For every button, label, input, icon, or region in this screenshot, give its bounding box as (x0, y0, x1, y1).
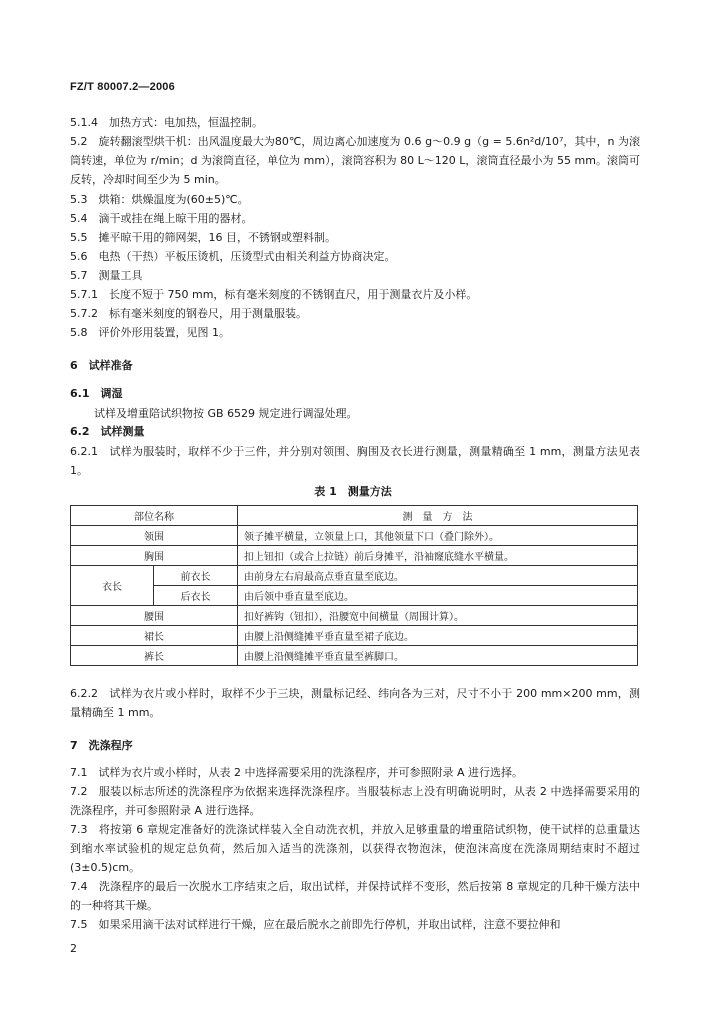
table-cell-subpart: 前衣长 (154, 566, 238, 586)
clause-6-1-text: 试样及增重陪试织物按 GB 6529 规定进行调湿处理。 (94, 407, 358, 420)
table-header-method: 测 量 方 法 (238, 506, 638, 526)
clause-5-2: 5.2 旋转翻滚型烘干机：出风温度最大为80℃，周边离心加速度为 0.6 g～0.9 g（g = 5.6n²d/10⁷，其中，n 为滚筒转速，单位为 r/min；d 为滚筒直径，单位为 mm），滚筒容积为 80 L～120 L，滚筒直径最小为 55 mm。滚筒可反转，冷却时间至少为 5 min。 (70, 135, 640, 186)
table-cell-method: 领子摊平横量，立领量上口，其他领量下口（叠门除外）。 (238, 526, 638, 546)
table-header-part: 部位名称 (71, 506, 238, 526)
table-cell-method: 扣好裤钩（钮扣），沿腰宽中间横量（周围计算）。 (238, 606, 638, 626)
clause-5-7: 5.7 测量工具 (70, 269, 143, 282)
table-cell-method: 由腰上沿侧缝摊平垂直量至裤脚口。 (238, 646, 638, 666)
table-row (71, 546, 638, 566)
clause-7-3: 7.3 将按第 6 章规定准备好的洗涤试样装入全自动洗衣机，并放入足够重量的增重陪试织物，使干试样的总重量达到缩水率试验机的规定总负荷，然后加入适当的洗涤剂，以获得衣物泡沫，使泡沫高度在洗涤周期结束时不超过(3±0.5)cm。 (70, 823, 640, 874)
section-6-heading: 6 试样准备 (70, 359, 133, 372)
clause-5-3: 5.3 烘箱：烘燥温度为(60±5)℃。 (70, 193, 249, 206)
table-row (71, 566, 638, 586)
table-1-title: 表 1 测量方法 (314, 485, 392, 498)
clause-5-8: 5.8 评价外形用装置，见图 1。 (70, 326, 230, 339)
clause-7-4: 7.4 洗涤程序的最后一次脱水工序结束之后，取出试样，并保持试样不变形，然后按第 8 章规定的几种干燥方法中的一种将其干燥。 (70, 880, 640, 912)
table-cell-part: 衣长 (71, 566, 154, 606)
clause-5-5: 5.5 摊平晾干用的筛网架，16 目，不锈钢或塑料制。 (70, 231, 336, 244)
clause-7-5: 7.5 如果采用滴干法对试样进行干燥，应在最后脱水之前即先行停机，并取出试样，注意不要拉伸和 (70, 918, 561, 931)
clause-5-7-2: 5.7.2 标有毫米刻度的钢卷尺，用于测量服装。 (70, 307, 307, 320)
clause-5-7-1: 5.7.1 长度不短于 750 mm，标有毫米刻度的不锈钢直尺，用于测量衣片及小样。 (70, 288, 478, 301)
table-row (71, 626, 638, 646)
section-7-heading: 7 洗涤程序 (70, 739, 133, 752)
table-row (71, 606, 638, 626)
measurement-table (70, 505, 638, 666)
table-cell-method: 扣上钮扣（或合上拉链）前后身摊平，沿袖窿底缝水平横量。 (238, 546, 638, 566)
table-cell-method: 由后领中垂直量至底边。 (238, 586, 638, 606)
table-row (71, 526, 638, 546)
section-6-2-heading: 6.2 试样测量 (70, 425, 145, 438)
table-cell-part: 裤长 (71, 646, 238, 666)
table-row (71, 586, 638, 606)
clause-6-2-1: 6.2.1 试样为服装时，取样不少于三件，并分别对领围、胸围及衣长进行测量，测量精确至 1 mm，测量方法见表 1。 (70, 445, 640, 477)
table-cell-part: 胸围 (71, 546, 238, 566)
clause-5-1-4: 5.1.4 加热方式：电加热，恒温控制。 (70, 116, 263, 129)
table-cell-part: 腰围 (71, 606, 238, 626)
table-cell-part: 领围 (71, 526, 238, 546)
table-cell-part: 裙长 (71, 626, 238, 646)
clause-5-4: 5.4 滴干或挂在绳上晾干用的器材。 (70, 212, 253, 225)
section-6-1-heading: 6.1 调湿 (70, 387, 123, 400)
table-cell-method: 由前身左右肩最高点垂直量至底边。 (238, 566, 638, 586)
table-cell-method: 由腰上沿侧缝摊平垂直量至裙子底边。 (238, 626, 638, 646)
page-number: 2 (70, 942, 77, 955)
table-row (71, 646, 638, 666)
clause-5-6: 5.6 电热（干热）平板压烫机，压烫型式由相关利益方协商决定。 (70, 250, 396, 263)
standard-code-header: FZ/T 80007.2—2006 (70, 81, 175, 93)
clause-7-2: 7.2 服装以标志所述的洗涤程序为依据来选择洗涤程序。当服装标志上没有明确说明时，从表 2 中选择需要采用的洗涤程序，并可参照附录 A 进行选择。 (70, 785, 640, 817)
clause-6-2-2: 6.2.2 试样为衣片或小样时，取样不少于三块，测量标记经、纬向各为三对，尺寸不小于 200 mm×200 mm，测量精确至 1 mm。 (70, 687, 640, 719)
clause-7-1: 7.1 试样为衣片或小样时，从表 2 中选择需要采用的洗涤程序，并可参照附录 A 进行选择。 (70, 766, 524, 779)
table-cell-subpart: 后衣长 (154, 586, 238, 606)
